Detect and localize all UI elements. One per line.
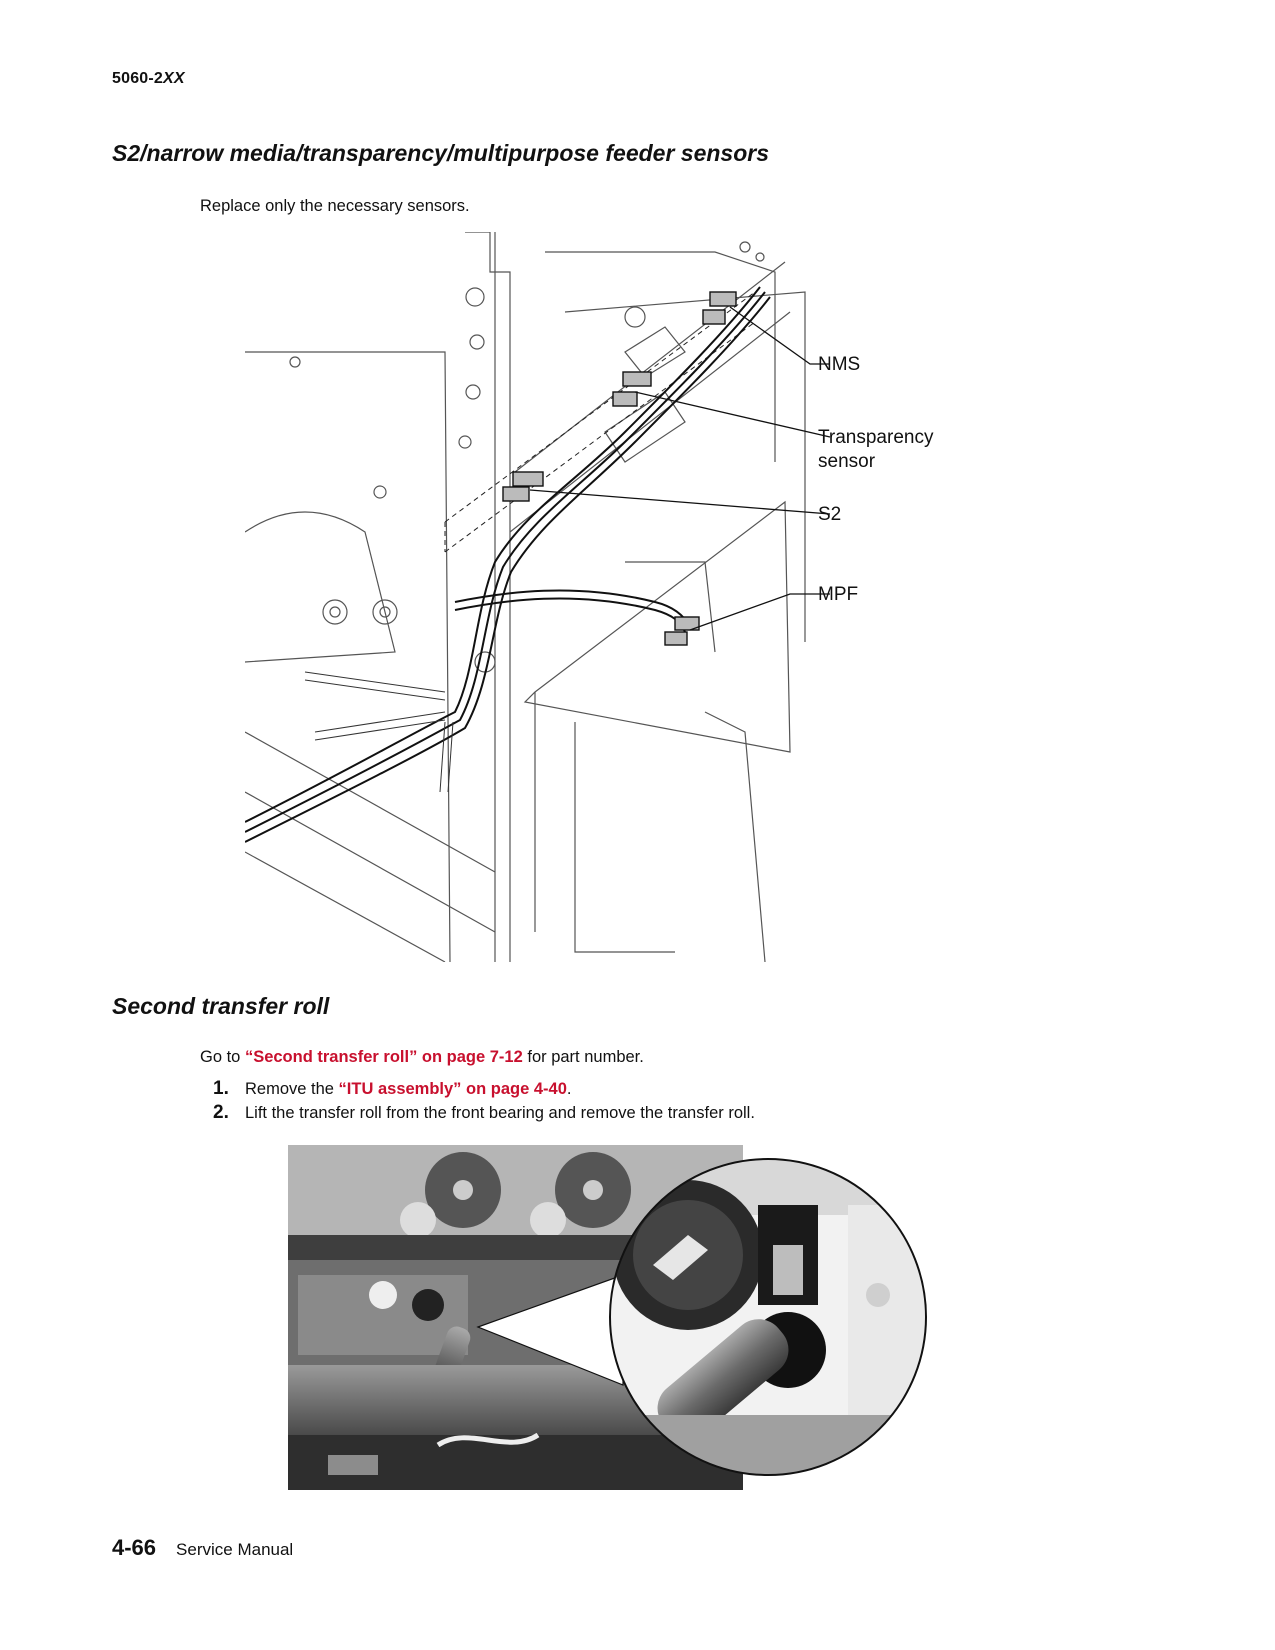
callout-mpf: MPF	[818, 584, 859, 605]
goto-post: for part number.	[522, 1048, 644, 1066]
step-2-text: Lift the transfer roll from the front bearing and remove the transfer roll.	[245, 1104, 755, 1122]
manual-title: Service Manual	[176, 1540, 294, 1559]
callout-nms: NMS	[818, 354, 861, 375]
step-2	[213, 1102, 755, 1124]
step-1-pre: Remove the	[245, 1080, 339, 1098]
step-1-text	[245, 1080, 571, 1099]
transfer-roll-photo-art	[288, 1145, 938, 1490]
link-itu-assembly[interactable]: “ITU assembly” on page 4-40	[338, 1080, 567, 1098]
callout-transparency-line2: sensor	[818, 451, 876, 472]
step-1	[213, 1078, 571, 1100]
step-number: 2.	[213, 1102, 229, 1123]
intro-text: Replace only the necessary sensors.	[200, 197, 470, 215]
page-number: 4-66	[112, 1535, 157, 1560]
goto-pre: Go to	[200, 1048, 245, 1066]
step-1-post: .	[566, 1080, 572, 1098]
callout-s2: S2	[818, 504, 842, 525]
step-number: 1.	[213, 1078, 229, 1099]
section-title-transfer-roll: Second transfer roll	[112, 993, 330, 1019]
callout-transparency-line1: Transparency	[818, 427, 934, 448]
document-code	[112, 70, 185, 88]
section-title-sensors: S2/narrow media/transparency/multipurpose feeder sensors	[112, 140, 770, 166]
code-suffix: XX	[163, 70, 185, 87]
sensor-diagram	[245, 232, 1005, 962]
code-prefix: 5060-2	[112, 70, 164, 87]
goto-text	[200, 1048, 644, 1067]
transfer-roll-photo	[288, 1145, 938, 1490]
link-second-transfer-roll[interactable]: “Second transfer roll” on page 7-12	[244, 1048, 523, 1066]
page-footer	[112, 1535, 293, 1561]
sensor-diagram-art	[245, 232, 1005, 962]
